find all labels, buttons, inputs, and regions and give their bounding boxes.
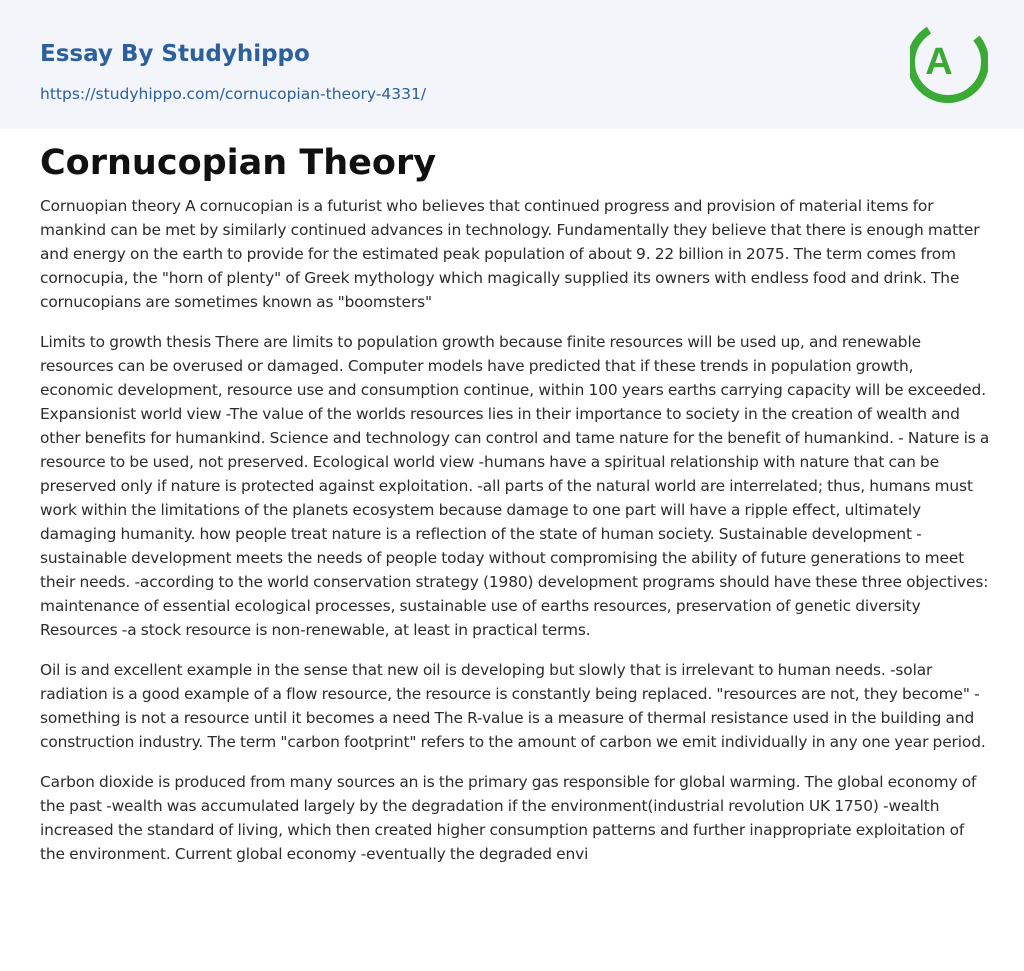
essay-body (40, 194, 990, 882)
essay-url-link[interactable]: https://studyhippo.com/cornucopian-theory-4331/ (40, 85, 427, 103)
logo-letter: A (925, 41, 953, 83)
paragraph: Limits to growth thesis There are limits to population growth because finite resources will be used up, and renewable resources can be overused or damaged. Computer models have predicted that if these trends in population growth, economic development, resource use and consumption continue, within 100 years earths carrying capacity will be exceeded. Expansionist world view -The value of the worlds resources lies in their importance to society in the creation of wealth and other benefits for humankind. Science and technology can control and tame nature for the benefit of humankind. - Nature is a resource to be used, not preserved. Ecological world view -humans have a spiritual relationship with nature that can be preserved only if nature is protected against exploitation. -all parts of the natural world are interrelated; thus, humans must work within the limitations of the planets ecosystem because damage to one part will have a ripple effect, ultimately damaging humanity. how people treat nature is a reflection of the state of human society. Sustainable development -sustainable development meets the needs of people today without compromising the ability of future generations to meet their needs. -according to the world conservation strategy (1980) development programs should have these three objectives: maintenance of essential ecological processes, sustainable use of earths resources, preservation of genetic diversity Resources -a stock resource is non-renewable, at least in practical terms. (40, 333, 990, 639)
page-header (0, 0, 1024, 129)
site-brand[interactable]: Essay By Studyhippo (40, 41, 310, 67)
paragraph: Carbon dioxide is produced from many sources an is the primary gas responsible for global warming. The global economy of the past -wealth was accumulated largely by the degradation if the environment(industrial revolution UK 1750) -wealth increased the standard of living, which then created higher consumption patterns and further inappropriate exploitation of the environment. Current global economy -eventually the degraded envi (40, 773, 977, 863)
circle-a-logo-icon[interactable] (910, 18, 988, 106)
paragraph: Oil is and excellent example in the sense that new oil is developing but slowly that is irrelevant to human needs. -solar radiation is a good example of a flow resource, the resource is constantly being replaced. "resources are not, they become" -something is not a resource until it becomes a need The R-value is a measure of thermal resistance used in the building and construction industry. The term "carbon footprint" refers to the amount of carbon we emit individually in any one year period. (40, 661, 986, 751)
page-title: Cornucopian Theory (40, 143, 437, 183)
paragraph: Cornuopian theory A cornucopian is a futurist who believes that continued progress and provision of material items for mankind can be met by similarly continued advances in technology. Fundamentally they believe that there is enough matter and energy on the earth to provide for the estimated peak population of about 9. 22 billion in 2075. The term comes from cornocupia, the "horn of plenty" of Greek mythology which magically supplied its owners with endless food and drink. The cornucopians are sometimes known as "boomsters" (40, 197, 980, 311)
